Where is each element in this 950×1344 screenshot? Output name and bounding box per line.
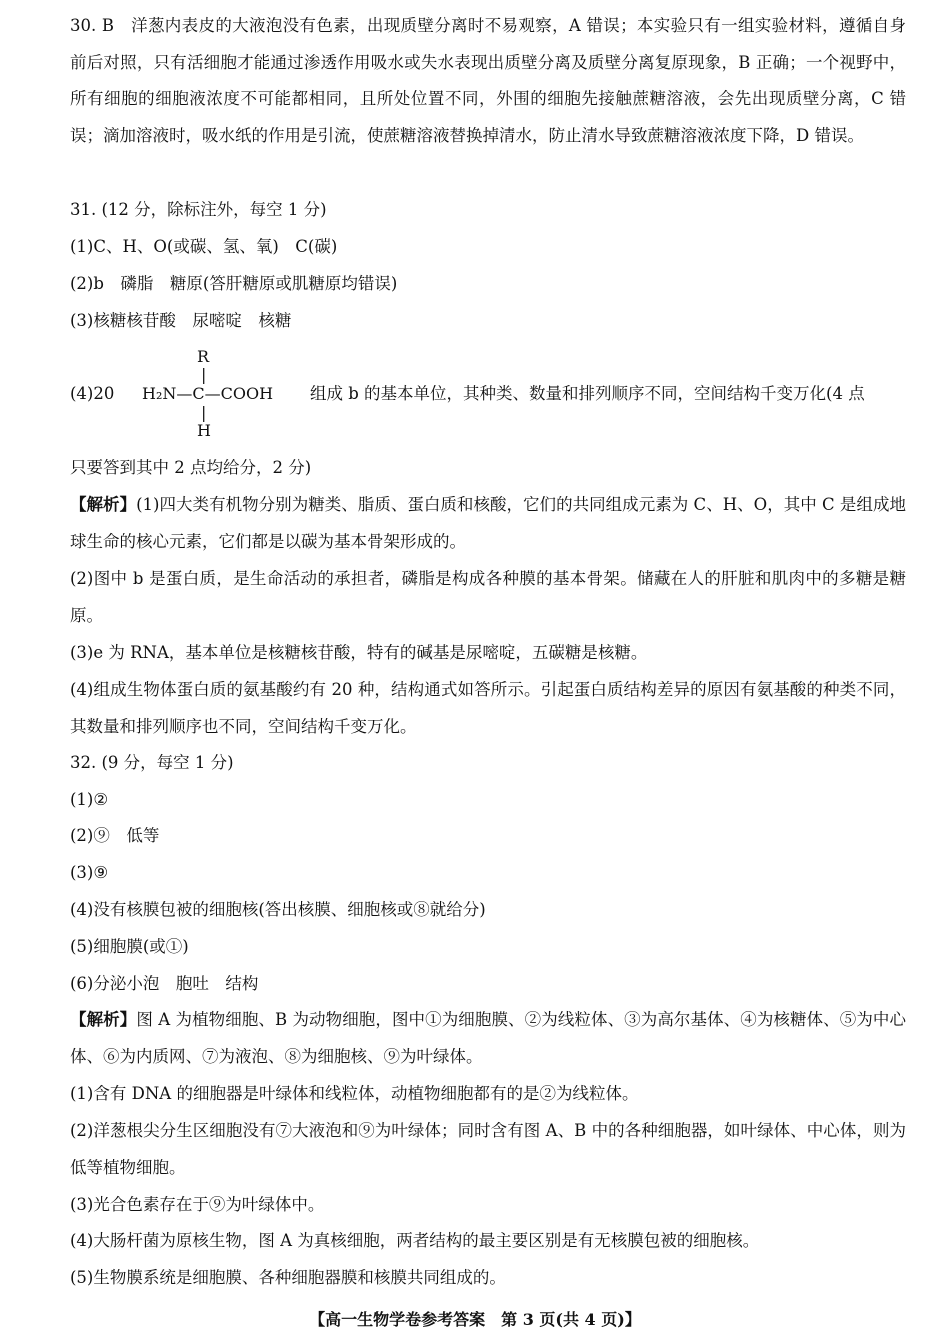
q32-analysis-0-text: 图 A 为植物细胞、B 为动物细胞，图中①为细胞膜、②为线粒体、③为高尔基体、④为核糖体、⑤为中心体、⑥为内质网、⑦为液泡、⑧为细胞核、⑨为叶绿体。 bbox=[70, 1010, 907, 1066]
q31-answer-3: (3)核糖核苷酸 尿嘧啶 核糖 bbox=[70, 311, 292, 330]
q32-analysis-1: (1)含有 DNA 的细胞器是叶绿体和线粒体，动植物细胞都有的是②为线粒体。 bbox=[70, 1084, 639, 1103]
formula-main-chain: H₂N—C—COOH bbox=[142, 384, 274, 403]
q31-analysis-4: (4)组成生物体蛋白质的氨基酸约有 20 种，结构通式如答所示。引起蛋白质结构差异的原因有氨基酸的种类不同，其数量和排列顺序也不同，空间结构千变万化。 bbox=[70, 680, 906, 736]
q32-analysis-4: (4)大肠杆菌为原核生物，图 A 为真核细胞，两者结构的最主要区别是有无核膜包被的细胞核。 bbox=[70, 1231, 760, 1250]
q32-analysis-3: (3)光合色素存在于⑨为叶绿体中。 bbox=[70, 1195, 325, 1214]
q31-analysis-1 bbox=[70, 487, 906, 560]
q31-answer-4-text: 组成 b 的基本单位，其种类、数量和排列顺序不同，空间结构千变万化(4 点 bbox=[310, 384, 865, 403]
formula-bond-top: | bbox=[201, 365, 207, 384]
formula-r-group: R bbox=[197, 347, 210, 366]
analysis-tag: 【解析】 bbox=[70, 495, 137, 514]
q31-answer-4-number: (4)20 bbox=[70, 384, 115, 403]
q31-analysis-3: (3)e 为 RNA，基本单位是核糖核苷酸，特有的碱基是尿嘧啶，五碳糖是核糖。 bbox=[70, 643, 648, 662]
q30-answer: 30. B 洋葱内表皮的大液泡没有色素，出现质壁分离时不易观察，A 错误；本实验只有一组实验材料，遵循自身前后对照，只有活细胞才能通过渗透作用吸水或失水表现出质壁分离及质壁分离复原现象，B 正确；一个视野中，所有细胞的细胞液浓度不可能都相同，且所处位置不同，外围的细胞先接触蔗糖溶液，会先出现质壁分离，C 错误；滴加溶液时，吸水纸的作用是引流，使蔗糖溶液替换掉清水，防止清水导致蔗糖溶液浓度下降，D 错误。 bbox=[70, 16, 906, 145]
amino-acid-structural-formula bbox=[142, 346, 292, 446]
q32-analysis-2: (2)洋葱根尖分生区细胞没有⑦大液泡和⑨为叶绿体；同时含有图 A、B 中的各种细胞器，如叶绿体、中心体，则为低等植物细胞。 bbox=[70, 1121, 906, 1177]
q31-answer-1: (1)C、H、O(或碳、氢、氧) C(碳) bbox=[70, 237, 338, 256]
q32-answer-6: (6)分泌小泡 胞吐 结构 bbox=[70, 974, 259, 993]
formula-h-atom: H bbox=[197, 421, 211, 440]
q32-answer-2: (2)⑨ 低等 bbox=[70, 826, 160, 845]
q32-answer-1: (1)② bbox=[70, 790, 109, 809]
q32-header: 32. (9 分，每空 1 分) bbox=[70, 753, 234, 772]
q32-answer-4: (4)没有核膜包被的细胞核(答出核膜、细胞核或⑧就给分) bbox=[70, 900, 486, 919]
q32-answer-3: (3)⑨ bbox=[70, 863, 109, 882]
q31-answer-2: (2)b 磷脂 糖原(答肝糖原或肌糖原均错误) bbox=[70, 274, 398, 293]
q31-analysis-1-text: (1)四大类有机物分别为糖类、脂质、蛋白质和核酸，它们的共同组成元素为 C、H、O，其中 C 是组成地球生命的核心元素，它们都是以碳为基本骨架形成的。 bbox=[70, 495, 907, 551]
q31-analysis-2: (2)图中 b 是蛋白质，是生命活动的承担者，磷脂是构成各种膜的基本骨架。储藏在人的肝脏和肌肉中的多糖是糖原。 bbox=[70, 569, 906, 625]
q31-answer-4-continued: 只要答到其中 2 点均给分，2 分) bbox=[70, 458, 312, 477]
formula-bond-bottom: | bbox=[201, 403, 207, 422]
page-footer: 【高一生物学卷参考答案 第 3 页(共 4 页)】 bbox=[309, 1310, 641, 1329]
analysis-tag: 【解析】 bbox=[70, 1010, 137, 1029]
q32-answer-5: (5)细胞膜(或①) bbox=[70, 937, 189, 956]
q32-analysis-0 bbox=[70, 1002, 906, 1075]
q32-analysis-5: (5)生物膜系统是细胞膜、各种细胞器膜和核膜共同组成的。 bbox=[70, 1268, 506, 1287]
q31-header: 31. (12 分，除标注外，每空 1 分) bbox=[70, 200, 327, 219]
